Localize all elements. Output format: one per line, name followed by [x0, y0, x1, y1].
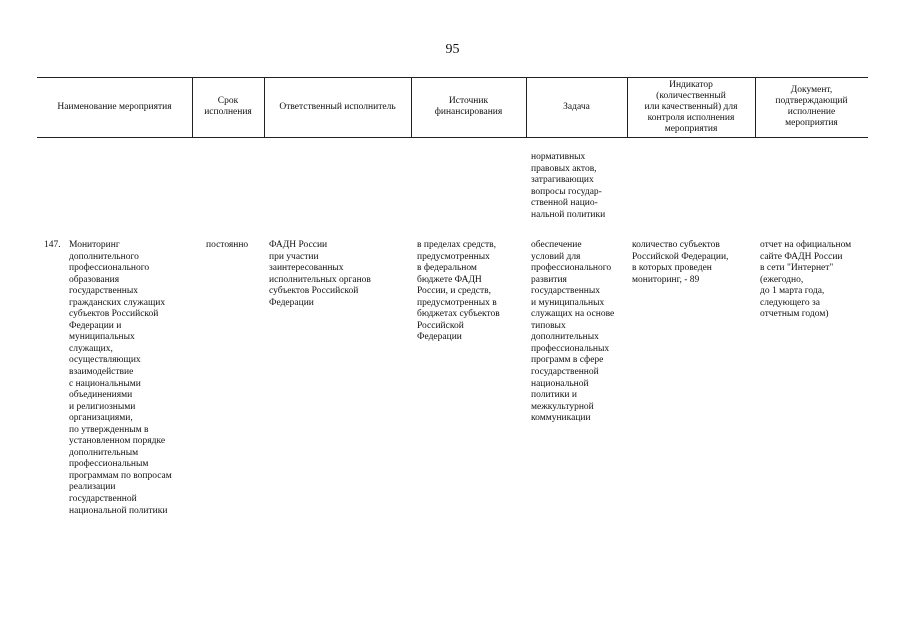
- table-header-bottom-rule: [37, 137, 868, 138]
- term: постоянно: [206, 240, 249, 250]
- header-indicator: Индикатор (количественный или качественный) для контроля исполнения мероприятия: [644, 79, 738, 134]
- header-activity-name: Наименование мероприятия: [57, 101, 172, 112]
- task-continuation: нормативных правовых актов, затрагивающих вопросы государ- ственной нацио- нальной политики: [531, 152, 606, 220]
- executor: ФАДН России при участии заинтересованных исполнительных органов субъектов Российской Федерации: [269, 240, 371, 308]
- header-term: Срок исполнения: [204, 96, 252, 117]
- funding-source: в пределах средств, предусмотренных в федеральном бюджете ФАДН России, и средств, предусмотренных в бюджетах субъектов Российской Федерации: [417, 240, 500, 343]
- header-task: Задача: [563, 101, 590, 112]
- task: обеспечение условий для профессионального развития государственных и муниципальных служащих на основе типовых дополнительных профессиональных программ в сфере государственной национальной политики и межкультурной коммуникации: [531, 240, 615, 424]
- header-executor: Ответственный исполнитель: [279, 101, 396, 112]
- header-document: Документ, подтверждающий исполнение мероприятия: [775, 85, 848, 128]
- indicator: количество субъектов Российской Федерации, в которых проведен мониторинг, - 89: [632, 240, 729, 285]
- row-number: 147.: [44, 240, 61, 250]
- confirming-document: отчет на официальном сайте ФАДН России в сети "Интернет" (ежегодно, до 1 марта года, следующего за отчетным годом): [760, 240, 852, 320]
- page-number: 95: [445, 42, 460, 57]
- activity-name: Мониторинг дополнительного профессионального образования государственных гражданских служащих субъектов Российской Федерации и муниципальных служащих, осуществляющих взаимодействие с национальными объединениями и религиозными организациями, по утвержденным в установленном порядке дополнительным профессиональным программам по вопросам реализации государственной национальной политики: [69, 240, 172, 516]
- header-funding: Источник финансирования: [434, 96, 503, 117]
